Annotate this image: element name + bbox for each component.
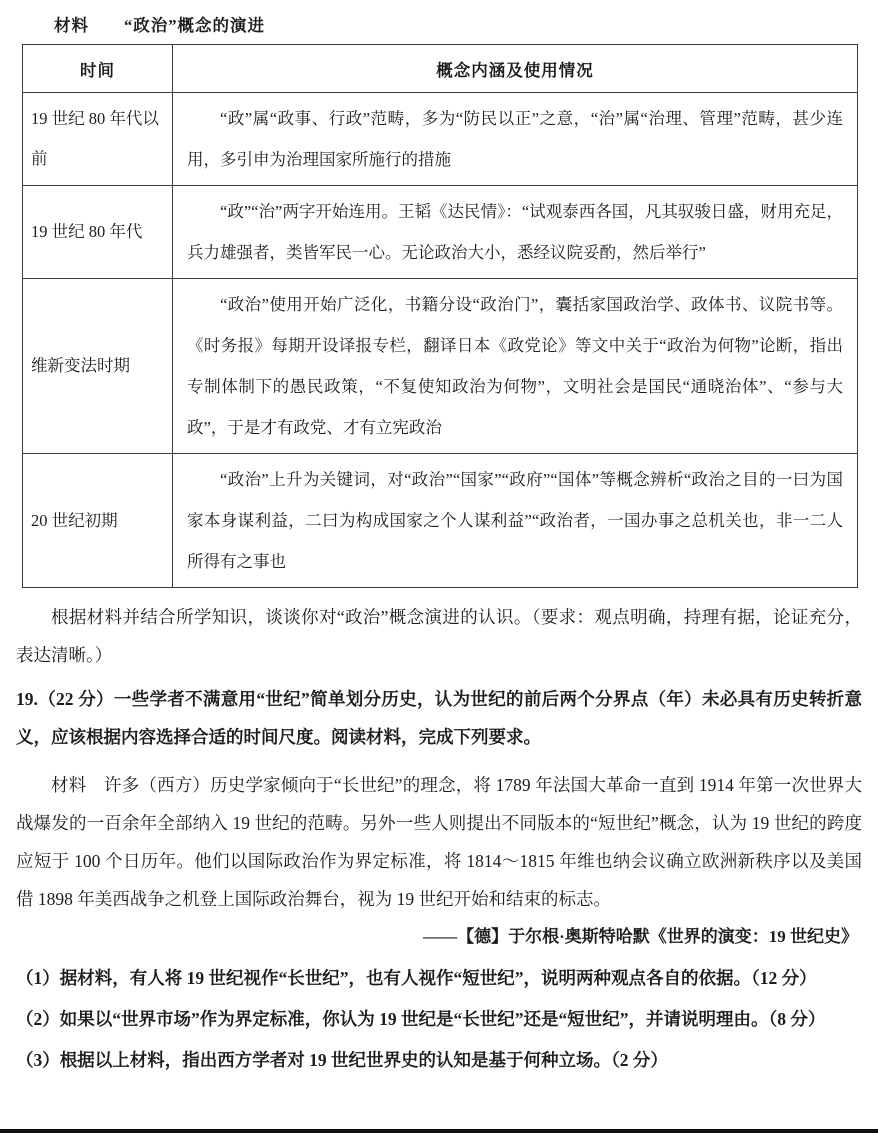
time-header-cell: 时间 — [23, 45, 173, 93]
content-text: “政”“治”两字开始连用。王韬《达民情》：“试观泰西各国，凡其驭骏日盛，财用充足，兵力雄强者，类皆军民一心。无论政治大小，悉经议院妥酌，然后举行” — [187, 202, 843, 262]
question19-material: 材料 许多（西方）历史学家倾向于“长世纪”的理念，将 1789 年法国大革命一直到 1914 年第一次世界大战爆发的一百余年全部纳入 19 世纪的范畴。另外一些人则提出不同版本的“短世纪”概念，认为 19 世纪的跨度应短于 100 个日历年。他们以国际政治作为界定标准，将 1814～1815 年维也纳会议确立欧洲新秩序以及美国借 1898 年美西战争之机登上国际政治舞台，视为 19 世纪开始和结束的标志。 — [16, 775, 862, 909]
sub-question-1: （1）据材料，有人将 19 世纪视作“长世纪”，也有人视作“短世纪”，说明两种观点各自的依据。（12 分） — [16, 968, 817, 988]
content-text: “政”属“政事、行政”范畴，多为“防民以正”之意，“治”属“治理、管理”范畴，甚少连用，多引申为治理国家所施行的措施 — [187, 109, 843, 169]
table-header-row — [23, 45, 858, 93]
exam-page — [0, 12, 878, 1143]
bottom-rule — [0, 1129, 878, 1133]
question18-requirement: 根据材料并结合所学知识，谈谈你对“政治”概念演进的认识。（要求：观点明确，持理有据，论证充分，表达清晰。） — [16, 607, 862, 665]
content-text: “政治”上升为关键词，对“政治”“国家”“政府”“国体”等概念辨析“政治之目的一曰为国家本身谋利益，二曰为构成国家之个人谋利益”“政治者，一国办事之总机关也，非一二人所得有之事也 — [187, 470, 843, 571]
table-row — [23, 186, 858, 279]
content-text: “政治”使用开始广泛化，书籍分设“政治门”，囊括家国政治学、政体书、议院书等。《时务报》每期开设译报专栏，翻译日本《政党论》等文中关于“政治为何物”论断，指出专制体制下的愚民政策，“不复使知政治为何物”，文明社会是国民“通晓治体”、“参与大政”，于是才有政党、才有立宪政治 — [187, 295, 843, 437]
question19-intro: 19.（22 分）一些学者不满意用“世纪”简单划分历史，认为世纪的前后两个分界点（年）未必具有历史转折意义，应该根据内容选择合适的时间尺度。阅读材料，完成下列要求。 — [16, 689, 862, 747]
time-cell: 19 世纪 80 年代以前 — [23, 93, 173, 186]
sub-question-3: （3）根据以上材料，指出西方学者对 19 世纪世界史的认知是基于何种立场。（2 分） — [16, 1050, 668, 1070]
material-source: ——【德】于尔根·奥斯特哈默《世界的演变：19 世纪史》 — [423, 927, 858, 946]
content-cell — [173, 93, 858, 186]
content-header-cell: 概念内涵及使用情况 — [173, 45, 858, 93]
content-cell — [173, 454, 858, 588]
concept-evolution-table — [22, 44, 858, 588]
sub-question-2: （2）如果以“世界市场”作为界定标准，你认为 19 世纪是“长世纪”还是“短世纪”，并请说明理由。（8 分） — [16, 1009, 826, 1029]
table-row — [23, 454, 858, 588]
table-row — [23, 279, 858, 454]
content-cell — [173, 186, 858, 279]
time-cell: 20 世纪初期 — [23, 454, 173, 588]
time-cell: 维新变法时期 — [23, 279, 173, 454]
time-cell: 19 世纪 80 年代 — [23, 186, 173, 279]
content-cell — [173, 279, 858, 454]
table-row — [23, 93, 858, 186]
material-title: 材料 “政治”概念的演进 — [54, 16, 265, 35]
